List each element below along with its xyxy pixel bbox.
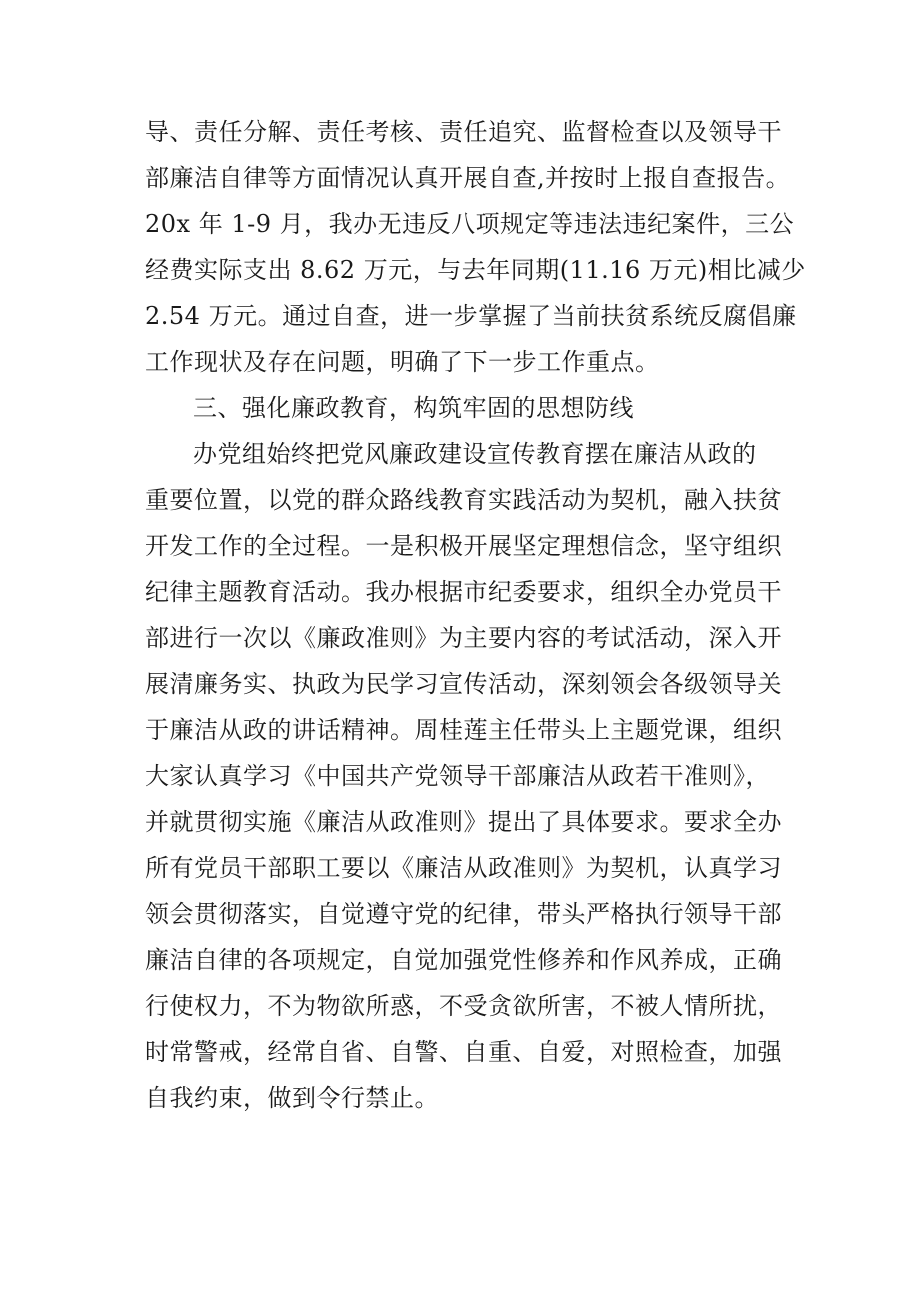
text-line: 于廉洁从政的讲话精神。周桂莲主任带头上主题党课，组织 bbox=[145, 716, 782, 744]
document-body bbox=[145, 109, 805, 1121]
text-line: 展清廉务实、执政为民学习宣传活动，深刻领会各级领导关 bbox=[145, 670, 782, 698]
text-line: 2.54 万元。通过自查，进一步掌握了当前扶贫系统反腐倡廉 bbox=[145, 302, 797, 330]
text-line: 并就贯彻实施《廉洁从政准则》提出了具体要求。要求全办 bbox=[145, 808, 782, 836]
text-line: 大家认真学习《中国共产党领导干部廉洁从政若干准则》， bbox=[145, 762, 770, 790]
paragraph-start: 办党组始终把党风廉政建设宣传教育摆在廉洁从政的 bbox=[193, 440, 757, 468]
text-line: 开发工作的全过程。一是积极开展坚定理想信念，坚守组织 bbox=[145, 532, 782, 560]
text-line: 廉洁自律的各项规定，自觉加强党性修养和作风养成，正确 bbox=[145, 946, 782, 974]
text-line: 20x 年 1-9 月，我办无违反八项规定等违法违纪案件，三公 bbox=[145, 210, 795, 238]
text-line: 部进行一次以《廉政准则》为主要内容的考试活动，深入开 bbox=[145, 624, 782, 652]
section-heading: 三、强化廉政教育，构筑牢固的思想防线 bbox=[193, 394, 634, 422]
text-line: 纪律主题教育活动。我办根据市纪委要求，组织全办党员干 bbox=[145, 578, 782, 606]
text-line: 领会贯彻落实，自觉遵守党的纪律，带头严格执行领导干部 bbox=[145, 900, 782, 928]
text-line: 时常警戒，经常自省、自警、自重、自爱，对照检查，加强 bbox=[145, 1038, 782, 1066]
text-line: 自我约束，做到令行禁止。 bbox=[145, 1084, 439, 1112]
text-line: 经费实际支出 8.62 万元，与去年同期(11.16 万元)相比减少 bbox=[145, 256, 806, 284]
text-line: 行使权力，不为物欲所惑，不受贪欲所害，不被人情所扰， bbox=[145, 992, 782, 1020]
text-line: 所有党员干部职工要以《廉洁从政准则》为契机，认真学习 bbox=[145, 854, 782, 882]
text-line: 重要位置，以党的群众路线教育实践活动为契机，融入扶贫 bbox=[145, 486, 782, 514]
text-line: 导、责任分解、责任考核、责任追究、监督检查以及领导干 bbox=[145, 118, 782, 146]
text-line: 部廉洁自律等方面情况认真开展自查,并按时上报自查报告。 bbox=[145, 164, 791, 192]
text-line: 工作现状及存在问题，明确了下一步工作重点。 bbox=[145, 348, 660, 376]
